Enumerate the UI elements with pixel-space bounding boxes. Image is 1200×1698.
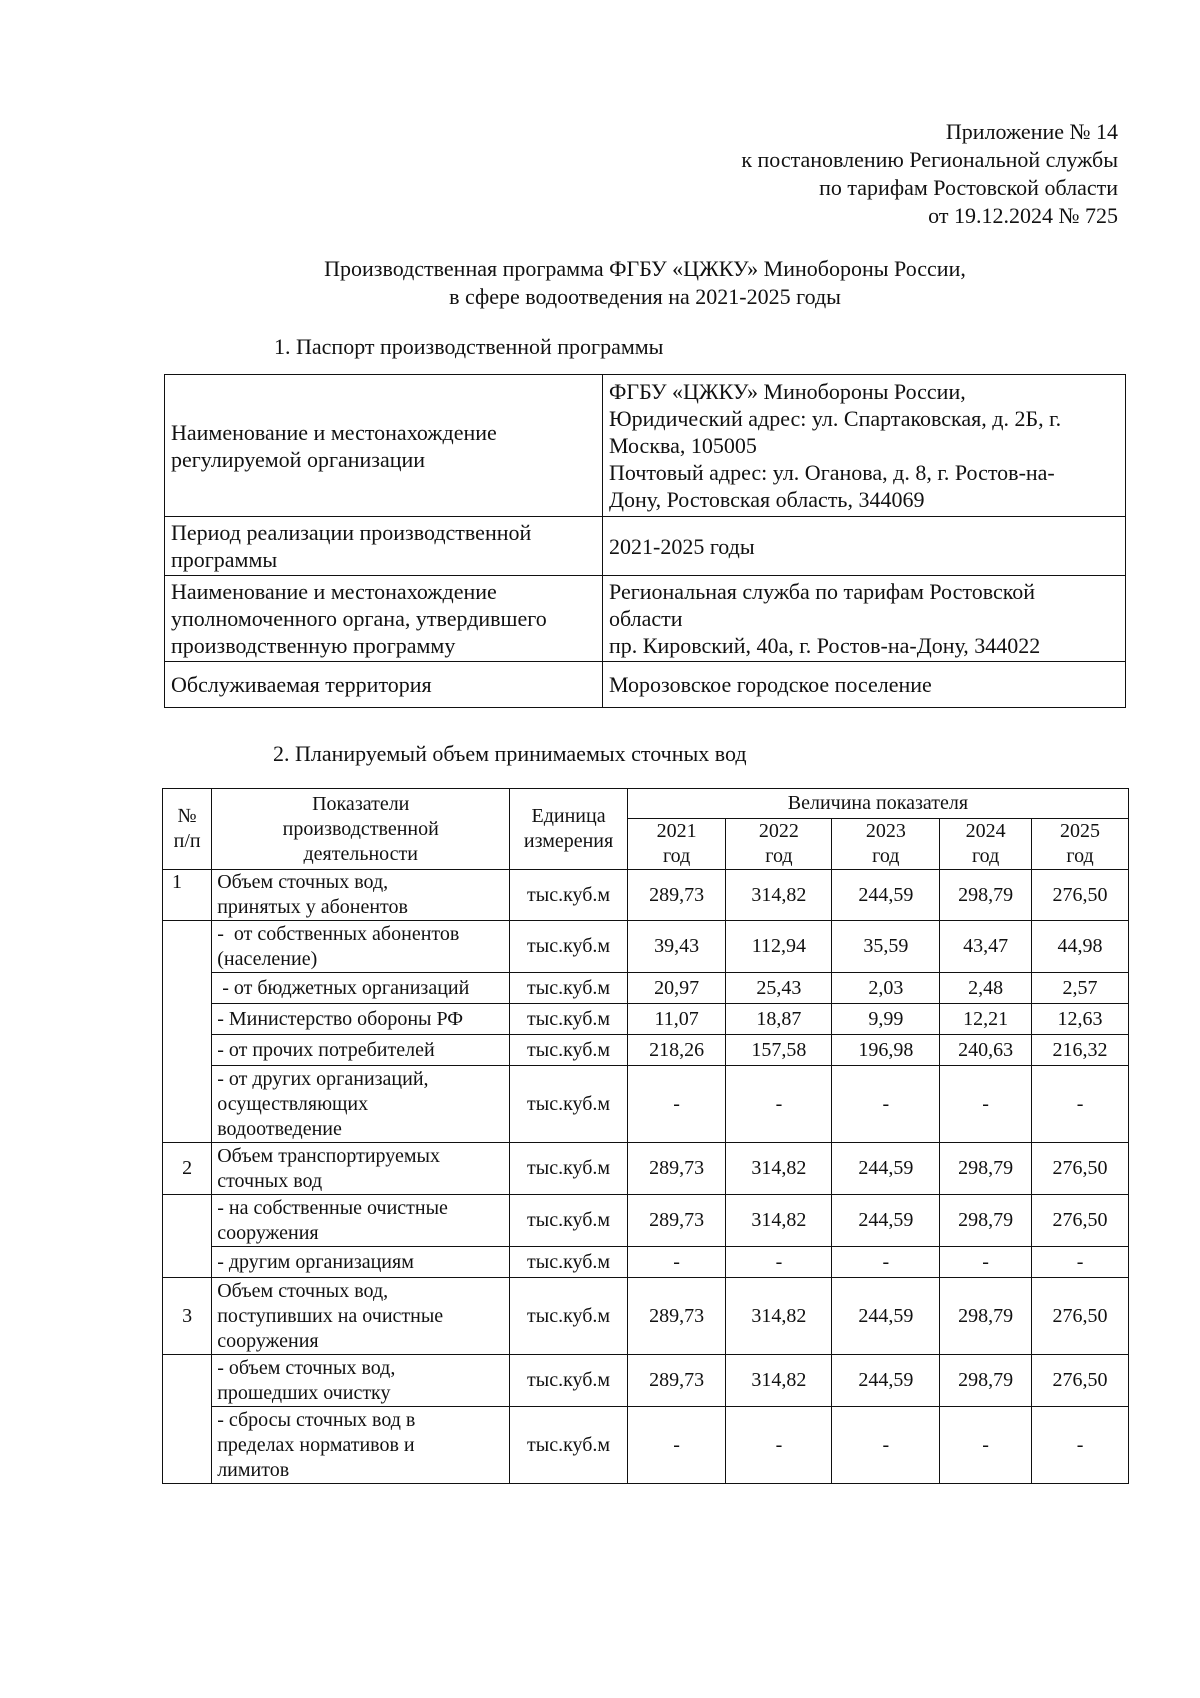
document-title xyxy=(0,255,1200,311)
row-value: 244,59 xyxy=(832,1195,940,1247)
row-value: 43,47 xyxy=(940,921,1032,973)
table-row xyxy=(163,1407,1129,1484)
row-value: - xyxy=(726,1066,832,1143)
row-unit: тыс.куб.м xyxy=(510,1407,628,1484)
appendix-number: Приложение № 14 xyxy=(945,119,1118,144)
cell-line: принятых у абонентов xyxy=(217,896,408,918)
cell-line: - от собственных абонентов xyxy=(217,922,460,945)
table-row xyxy=(163,1247,1129,1278)
cell-line: 2024 xyxy=(965,820,1006,842)
cell-line: пределах нормативов и xyxy=(217,1433,415,1456)
row-value: 2,48 xyxy=(940,973,1032,1004)
passport-table xyxy=(164,374,1126,708)
cell-line: № xyxy=(177,805,197,827)
appendix-date: от 19.12.2024 № 725 xyxy=(928,203,1118,228)
row-value: 9,99 xyxy=(832,1004,940,1035)
cell-line: - от прочих потребителей xyxy=(217,1038,435,1061)
header-year xyxy=(940,819,1032,870)
row-value: 314,82 xyxy=(726,1143,832,1195)
cell-line: производственной xyxy=(282,817,439,840)
title-line-1: Производственная программа ФГБУ «ЦЖКУ» Минобороны России, xyxy=(324,256,966,281)
row-value: 12,21 xyxy=(940,1004,1032,1035)
table-row xyxy=(163,1195,1129,1247)
cell-line: пр. Кировский, 40а, г. Ростов-на-Дону, 344022 xyxy=(609,633,1041,658)
row-indicator xyxy=(212,1004,510,1035)
cell-line: Период реализации производственной xyxy=(171,520,532,545)
table-row xyxy=(163,1004,1129,1035)
appendix-resolution: к постановлению Региональной службы xyxy=(741,147,1118,172)
row-indicator xyxy=(212,1278,510,1355)
row-indicator xyxy=(212,1195,510,1247)
row-unit: тыс.куб.м xyxy=(510,973,628,1004)
row-value: 276,50 xyxy=(1032,1195,1129,1247)
row-value: 298,79 xyxy=(940,1195,1032,1247)
cell-line: - Министерство обороны РФ xyxy=(217,1007,464,1030)
row-value: 276,50 xyxy=(1032,1355,1129,1407)
table-row xyxy=(163,1355,1129,1407)
cell-line: сточных вод xyxy=(217,1169,323,1192)
cell-line: Дону, Ростовская область, 344069 xyxy=(609,487,925,512)
row-number-empty xyxy=(163,1355,212,1484)
cell-line: поступивших на очистные xyxy=(217,1304,444,1327)
row-value: 276,50 xyxy=(1032,1278,1129,1355)
cell-line: ФГБУ «ЦЖКУ» Минобороны России, xyxy=(609,379,966,404)
row-indicator xyxy=(212,921,510,973)
cell-line: осуществляющих xyxy=(217,1092,369,1115)
row-indicator xyxy=(212,1066,510,1143)
cell-line: - объем сточных вод, xyxy=(217,1356,396,1379)
header-year xyxy=(832,819,940,870)
row-number: 1 xyxy=(163,870,212,921)
row-value: 39,43 xyxy=(627,921,726,973)
table-row xyxy=(163,1066,1129,1143)
cell-line: - от бюджетных организаций xyxy=(217,976,470,999)
cell-line: 2022 xyxy=(758,820,799,842)
table-row xyxy=(163,973,1129,1004)
cell-line: прошедших очистку xyxy=(217,1381,391,1404)
row-number-empty xyxy=(163,1195,212,1278)
cell-line: лимитов xyxy=(217,1458,290,1481)
row-value: 218,26 xyxy=(627,1035,726,1066)
row-value: 298,79 xyxy=(940,1278,1032,1355)
section-1-heading: 1. Паспорт производственной программы xyxy=(274,334,664,359)
passport-value xyxy=(603,662,1126,708)
cell-line: программы xyxy=(171,547,278,572)
row-unit: тыс.куб.м xyxy=(510,1004,628,1035)
row-value: - xyxy=(627,1066,726,1143)
cell-line: год xyxy=(971,845,1000,867)
row-value: 157,58 xyxy=(726,1035,832,1066)
passport-value xyxy=(603,576,1126,662)
cell-line: производственную программу xyxy=(171,633,456,658)
cell-line: регулируемой организации xyxy=(171,446,426,472)
table-row xyxy=(163,921,1129,973)
cell-line: год xyxy=(765,845,793,867)
row-number: 2 xyxy=(163,1143,212,1195)
header-year xyxy=(1032,819,1129,870)
row-value: - xyxy=(940,1066,1032,1143)
cell-line: - на собственные очистные xyxy=(217,1196,448,1219)
cell-line: Москва, 105005 xyxy=(609,433,757,458)
cell-line: п/п xyxy=(173,830,201,852)
row-value: 216,32 xyxy=(1032,1035,1129,1066)
row-value: 25,43 xyxy=(726,973,832,1004)
row-value: - xyxy=(832,1066,940,1143)
row-value: 276,50 xyxy=(1032,1143,1129,1195)
row-value: - xyxy=(1032,1247,1129,1278)
cell-line: Объем сточных вод, xyxy=(217,871,389,893)
cell-line: Юридический адрес: ул. Спартаковская, д. 2Б, г. xyxy=(609,406,1062,431)
row-value: - xyxy=(726,1247,832,1278)
row-number-empty xyxy=(163,921,212,1143)
cell-line: измерения xyxy=(523,830,614,852)
row-value: 18,87 xyxy=(726,1004,832,1035)
cell-line: 2021-2025 годы xyxy=(609,533,755,559)
row-unit: тыс.куб.м xyxy=(510,1195,628,1247)
row-value: 289,73 xyxy=(627,870,726,921)
row-unit: тыс.куб.м xyxy=(510,1247,628,1278)
cell-line: Наименование и местонахождение xyxy=(171,419,497,445)
row-value: 20,97 xyxy=(627,973,726,1004)
cell-line: водоотведение xyxy=(217,1117,342,1140)
row-value: - xyxy=(627,1247,726,1278)
cell-line: Наименование и местонахождение xyxy=(171,579,497,604)
cell-line: области xyxy=(609,606,683,631)
cell-line: - другим организациям xyxy=(217,1250,414,1273)
passport-row xyxy=(165,576,1126,662)
row-value: 314,82 xyxy=(726,1278,832,1355)
row-unit: тыс.куб.м xyxy=(510,870,628,921)
row-value: 244,59 xyxy=(832,1355,940,1407)
row-value: 314,82 xyxy=(726,870,832,921)
header-values-group: Величина показателя xyxy=(627,789,1128,819)
row-value: 298,79 xyxy=(940,870,1032,921)
row-value: 298,79 xyxy=(940,1143,1032,1195)
cell-line: Объем транспортируемых xyxy=(217,1144,440,1167)
row-indicator xyxy=(212,1247,510,1278)
header-num xyxy=(163,789,212,870)
row-value: 289,73 xyxy=(627,1278,726,1355)
row-unit: тыс.куб.м xyxy=(510,1035,628,1066)
row-value: 112,94 xyxy=(726,921,832,973)
passport-label xyxy=(165,576,603,662)
row-unit: тыс.куб.м xyxy=(510,1355,628,1407)
row-value: 244,59 xyxy=(832,870,940,921)
cell-line: Объем сточных вод, xyxy=(217,1279,389,1302)
row-value: - xyxy=(832,1407,940,1484)
row-unit: тыс.куб.м xyxy=(510,1278,628,1355)
row-indicator xyxy=(212,1035,510,1066)
passport-row xyxy=(165,375,1126,517)
row-value: - xyxy=(940,1407,1032,1484)
row-value: 35,59 xyxy=(832,921,940,973)
row-value: - xyxy=(627,1407,726,1484)
table-row xyxy=(163,1035,1129,1066)
cell-line: Региональная служба по тарифам Ростовской xyxy=(609,579,1036,604)
row-indicator xyxy=(212,1143,510,1195)
header-year xyxy=(726,819,832,870)
row-value: - xyxy=(1032,1407,1129,1484)
cell-line: (население) xyxy=(217,947,318,970)
passport-value xyxy=(603,375,1126,517)
volume-table xyxy=(162,788,1129,1484)
row-value: 44,98 xyxy=(1032,921,1129,973)
row-value: - xyxy=(1032,1066,1129,1143)
table-row xyxy=(163,870,1129,921)
row-value: 289,73 xyxy=(627,1355,726,1407)
passport-row xyxy=(165,517,1126,576)
row-value: 196,98 xyxy=(832,1035,940,1066)
header-year xyxy=(627,819,726,870)
table-row xyxy=(163,1143,1129,1195)
row-unit: тыс.куб.м xyxy=(510,1066,628,1143)
row-value: 289,73 xyxy=(627,1195,726,1247)
passport-label xyxy=(165,662,603,708)
cell-line: Морозовское городское поселение xyxy=(609,672,932,697)
row-value: - xyxy=(832,1247,940,1278)
row-value: 11,07 xyxy=(627,1004,726,1035)
row-value: 276,50 xyxy=(1032,870,1129,921)
row-indicator xyxy=(212,973,510,1004)
cell-line: - от других организаций, xyxy=(217,1067,429,1090)
row-value: - xyxy=(726,1407,832,1484)
header-indicator xyxy=(212,789,510,870)
row-unit: тыс.куб.м xyxy=(510,1143,628,1195)
row-value: - xyxy=(940,1247,1032,1278)
cell-line: - сбросы сточных вод в xyxy=(217,1408,416,1431)
row-value: 244,59 xyxy=(832,1278,940,1355)
row-value: 314,82 xyxy=(726,1355,832,1407)
cell-line: 2021 xyxy=(656,820,697,842)
cell-line: Показатели xyxy=(312,792,410,815)
section-2-heading: 2. Планируемый объем принимаемых сточных вод xyxy=(273,741,747,766)
cell-line: уполномоченного органа, утвердившего xyxy=(171,606,547,631)
cell-line: Почтовый адрес: ул. Оганова, д. 8, г. Ростов-на- xyxy=(609,460,1055,485)
row-value: 2,03 xyxy=(832,973,940,1004)
row-value: 289,73 xyxy=(627,1143,726,1195)
row-value: 314,82 xyxy=(726,1195,832,1247)
cell-line: год xyxy=(662,845,691,867)
passport-row xyxy=(165,662,1126,708)
cell-line: 2023 xyxy=(865,820,906,842)
cell-line: Обслуживаемая территория xyxy=(171,672,432,697)
cell-line: сооружения xyxy=(217,1221,319,1244)
row-value: 240,63 xyxy=(940,1035,1032,1066)
cell-line: год xyxy=(872,845,900,867)
passport-label xyxy=(165,517,603,576)
cell-line: сооружения xyxy=(217,1329,319,1352)
table-row xyxy=(163,1278,1129,1355)
cell-line: Единица xyxy=(531,805,606,827)
cell-line: год xyxy=(1066,845,1094,867)
appendix-header xyxy=(741,118,1118,230)
header-unit xyxy=(510,789,628,870)
passport-label xyxy=(165,375,603,517)
row-value: 298,79 xyxy=(940,1355,1032,1407)
title-line-2: в сфере водоотведения на 2021-2025 годы xyxy=(449,284,841,309)
cell-line: 2025 xyxy=(1060,820,1101,842)
row-indicator xyxy=(212,870,510,921)
row-indicator xyxy=(212,1355,510,1407)
row-unit: тыс.куб.м xyxy=(510,921,628,973)
row-value: 2,57 xyxy=(1032,973,1129,1004)
cell-line: деятельности xyxy=(303,842,418,865)
header-row xyxy=(163,789,1129,819)
row-value: 12,63 xyxy=(1032,1004,1129,1035)
row-value: 244,59 xyxy=(832,1143,940,1195)
row-indicator xyxy=(212,1407,510,1484)
appendix-authority: по тарифам Ростовской области xyxy=(819,175,1118,200)
row-number: 3 xyxy=(163,1278,212,1355)
passport-value xyxy=(603,517,1126,576)
